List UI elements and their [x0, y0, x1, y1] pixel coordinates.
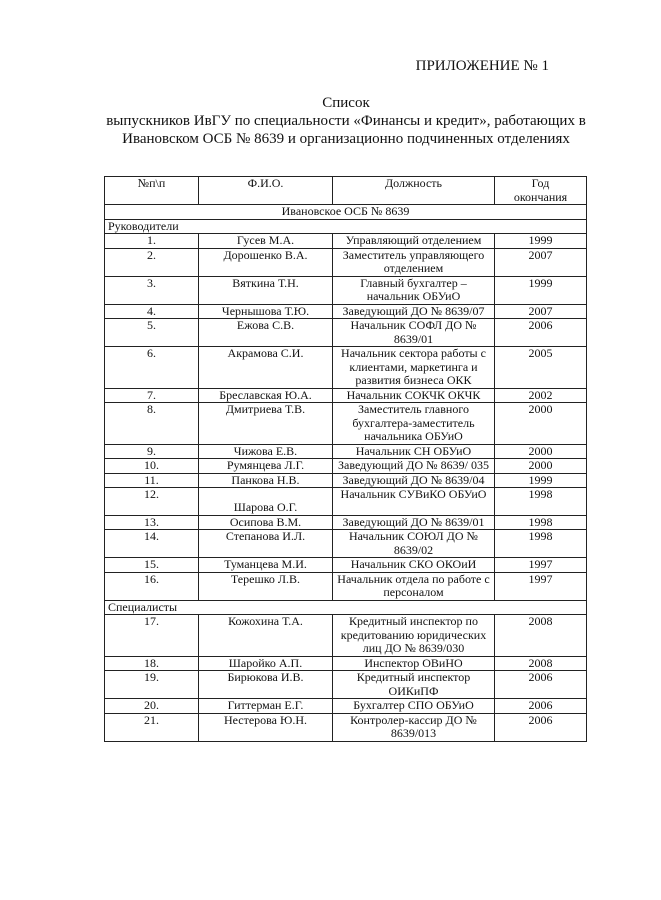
- row-position: Контролер-кассир ДО № 8639/013: [333, 713, 495, 741]
- row-year: 2006: [495, 699, 587, 714]
- row-number: 13.: [105, 515, 199, 530]
- table-header-row: [105, 177, 587, 205]
- row-fio: Терешко Л.В.: [199, 572, 333, 600]
- row-position: Бухгалтер СПО ОБУиО: [333, 699, 495, 714]
- title-line-1: Список: [322, 95, 370, 111]
- row-fio: Бреславская Ю.А.: [199, 388, 333, 403]
- row-year: 2007: [495, 304, 587, 319]
- section-row: [105, 600, 587, 615]
- row-fio: Панкова Н.В.: [199, 473, 333, 488]
- row-fio: Акрамова С.И.: [199, 347, 333, 389]
- row-fio: Румянцева Л.Г.: [199, 459, 333, 474]
- row-number: 12.: [105, 488, 199, 516]
- row-position: Начальник отдела по работе с персоналом: [333, 572, 495, 600]
- table-row: [105, 671, 587, 699]
- row-year: 2008: [495, 656, 587, 671]
- row-number: 20.: [105, 699, 199, 714]
- row-position: Кредитный инспектор по кредитованию юридических лиц ДО № 8639/030: [333, 615, 495, 657]
- row-fio: Чижова Е.В.: [199, 444, 333, 459]
- group-title: Ивановское ОСБ № 8639: [105, 205, 587, 220]
- row-year: 2000: [495, 444, 587, 459]
- row-fio: Шаройко А.П.: [199, 656, 333, 671]
- row-year: 2006: [495, 319, 587, 347]
- row-fio: Гиттерман Е.Г.: [199, 699, 333, 714]
- table-row: [105, 444, 587, 459]
- row-position: Начальник СУВиКО ОБУиО: [333, 488, 495, 516]
- table-row: [105, 558, 587, 573]
- table-row: [105, 615, 587, 657]
- row-year: 2000: [495, 403, 587, 445]
- row-position: Заместитель главного бухгалтера-заместитель начальника ОБУиО: [333, 403, 495, 445]
- table-row: [105, 488, 587, 516]
- row-year: 1998: [495, 488, 587, 516]
- header-year-line-2: окончания: [513, 189, 568, 204]
- row-year: 1998: [495, 515, 587, 530]
- section-specialists: Специалисты: [105, 600, 587, 615]
- table-row: [105, 699, 587, 714]
- header-position: Должность: [333, 177, 495, 205]
- table-row: [105, 347, 587, 389]
- table-row: [105, 248, 587, 276]
- row-number: 3.: [105, 276, 199, 304]
- row-number: 4.: [105, 304, 199, 319]
- row-position: Начальник СОЮЛ ДО № 8639/02: [333, 530, 495, 558]
- row-position: Начальник СКО ОКОиИ: [333, 558, 495, 573]
- row-position: Заведующий ДО № 8639/01: [333, 515, 495, 530]
- table-row: [105, 304, 587, 319]
- row-number: 5.: [105, 319, 199, 347]
- row-year: 1999: [495, 276, 587, 304]
- row-fio: Вяткина Т.Н.: [199, 276, 333, 304]
- header-year: [495, 177, 587, 205]
- document-title: [96, 94, 596, 148]
- row-number: 19.: [105, 671, 199, 699]
- row-position: Заместитель управляющего отделением: [333, 248, 495, 276]
- table-row: [105, 656, 587, 671]
- row-number: 10.: [105, 459, 199, 474]
- row-year: 2006: [495, 713, 587, 741]
- graduates-table: [104, 176, 587, 742]
- row-number: 21.: [105, 713, 199, 741]
- row-year: 1999: [495, 234, 587, 249]
- row-position: Заведующий ДО № 8639/07: [333, 304, 495, 319]
- table-row: [105, 234, 587, 249]
- row-number: 1.: [105, 234, 199, 249]
- row-fio: Кожохина Т.А.: [199, 615, 333, 657]
- table-row: [105, 388, 587, 403]
- row-number: 7.: [105, 388, 199, 403]
- row-number: 16.: [105, 572, 199, 600]
- row-fio: Бирюкова И.В.: [199, 671, 333, 699]
- row-position: Главный бухгалтер – начальник ОБУиО: [333, 276, 495, 304]
- row-position: Заведующий ДО № 8639/ 035: [333, 459, 495, 474]
- table-row: [105, 319, 587, 347]
- row-year: 1997: [495, 558, 587, 573]
- table-row: [105, 473, 587, 488]
- row-number: 14.: [105, 530, 199, 558]
- row-number: 18.: [105, 656, 199, 671]
- row-fio: Ежова С.В.: [199, 319, 333, 347]
- row-fio: Степанова И.Л.: [199, 530, 333, 558]
- header-fio: Ф.И.О.: [199, 177, 333, 205]
- header-num: №п\п: [105, 177, 199, 205]
- row-year: 1998: [495, 530, 587, 558]
- row-year: 1999: [495, 473, 587, 488]
- row-fio: Нестерова Ю.Н.: [199, 713, 333, 741]
- row-year: 2002: [495, 388, 587, 403]
- table-row: [105, 530, 587, 558]
- row-fio: Осипова В.М.: [199, 515, 333, 530]
- row-position: Начальник СОФЛ ДО № 8639/01: [333, 319, 495, 347]
- row-fio: Дмитриева Т.В.: [199, 403, 333, 445]
- table-row: [105, 713, 587, 741]
- row-fio: Чернышова Т.Ю.: [199, 304, 333, 319]
- appendix-label: ПРИЛОЖЕНИЕ № 1: [415, 58, 549, 74]
- row-year: 2008: [495, 615, 587, 657]
- row-fio: Гусев М.А.: [199, 234, 333, 249]
- row-position: Начальник СН ОБУиО: [333, 444, 495, 459]
- table-row: [105, 459, 587, 474]
- table-row: [105, 403, 587, 445]
- row-number: 8.: [105, 403, 199, 445]
- row-number: 9.: [105, 444, 199, 459]
- title-line-3: Ивановском ОСБ № 8639 и организационно подчиненных отделениях: [122, 131, 570, 147]
- row-fio: Туманцева М.И.: [199, 558, 333, 573]
- table-row: [105, 515, 587, 530]
- row-position: Начальник СОКЧК ОКЧК: [333, 388, 495, 403]
- title-line-2: выпускников ИвГУ по специальности «Финансы и кредит», работающих в: [106, 113, 586, 129]
- row-year: 2006: [495, 671, 587, 699]
- row-year: 1997: [495, 572, 587, 600]
- row-year: 2005: [495, 347, 587, 389]
- row-fio: Шарова О.Г.: [199, 488, 333, 516]
- group-row: [105, 205, 587, 220]
- table-row: [105, 572, 587, 600]
- row-number: 2.: [105, 248, 199, 276]
- row-year: 2000: [495, 459, 587, 474]
- row-position: Управляющий отделением: [333, 234, 495, 249]
- row-number: 17.: [105, 615, 199, 657]
- row-number: 11.: [105, 473, 199, 488]
- table-row: [105, 276, 587, 304]
- row-position: Заведующий ДО № 8639/04: [333, 473, 495, 488]
- row-year: 2007: [495, 248, 587, 276]
- row-position: Кредитный инспектор ОИКиПФ: [333, 671, 495, 699]
- row-number: 6.: [105, 347, 199, 389]
- row-position: Начальник сектора работы с клиентами, маркетинга и развития бизнеса ОКК: [333, 347, 495, 389]
- section-row: [105, 219, 587, 234]
- row-position: Инспектор ОВиНО: [333, 656, 495, 671]
- header-year-line-1: Год: [531, 176, 550, 190]
- row-fio: Дорошенко В.А.: [199, 248, 333, 276]
- section-managers: Руководители: [105, 219, 587, 234]
- row-number: 15.: [105, 558, 199, 573]
